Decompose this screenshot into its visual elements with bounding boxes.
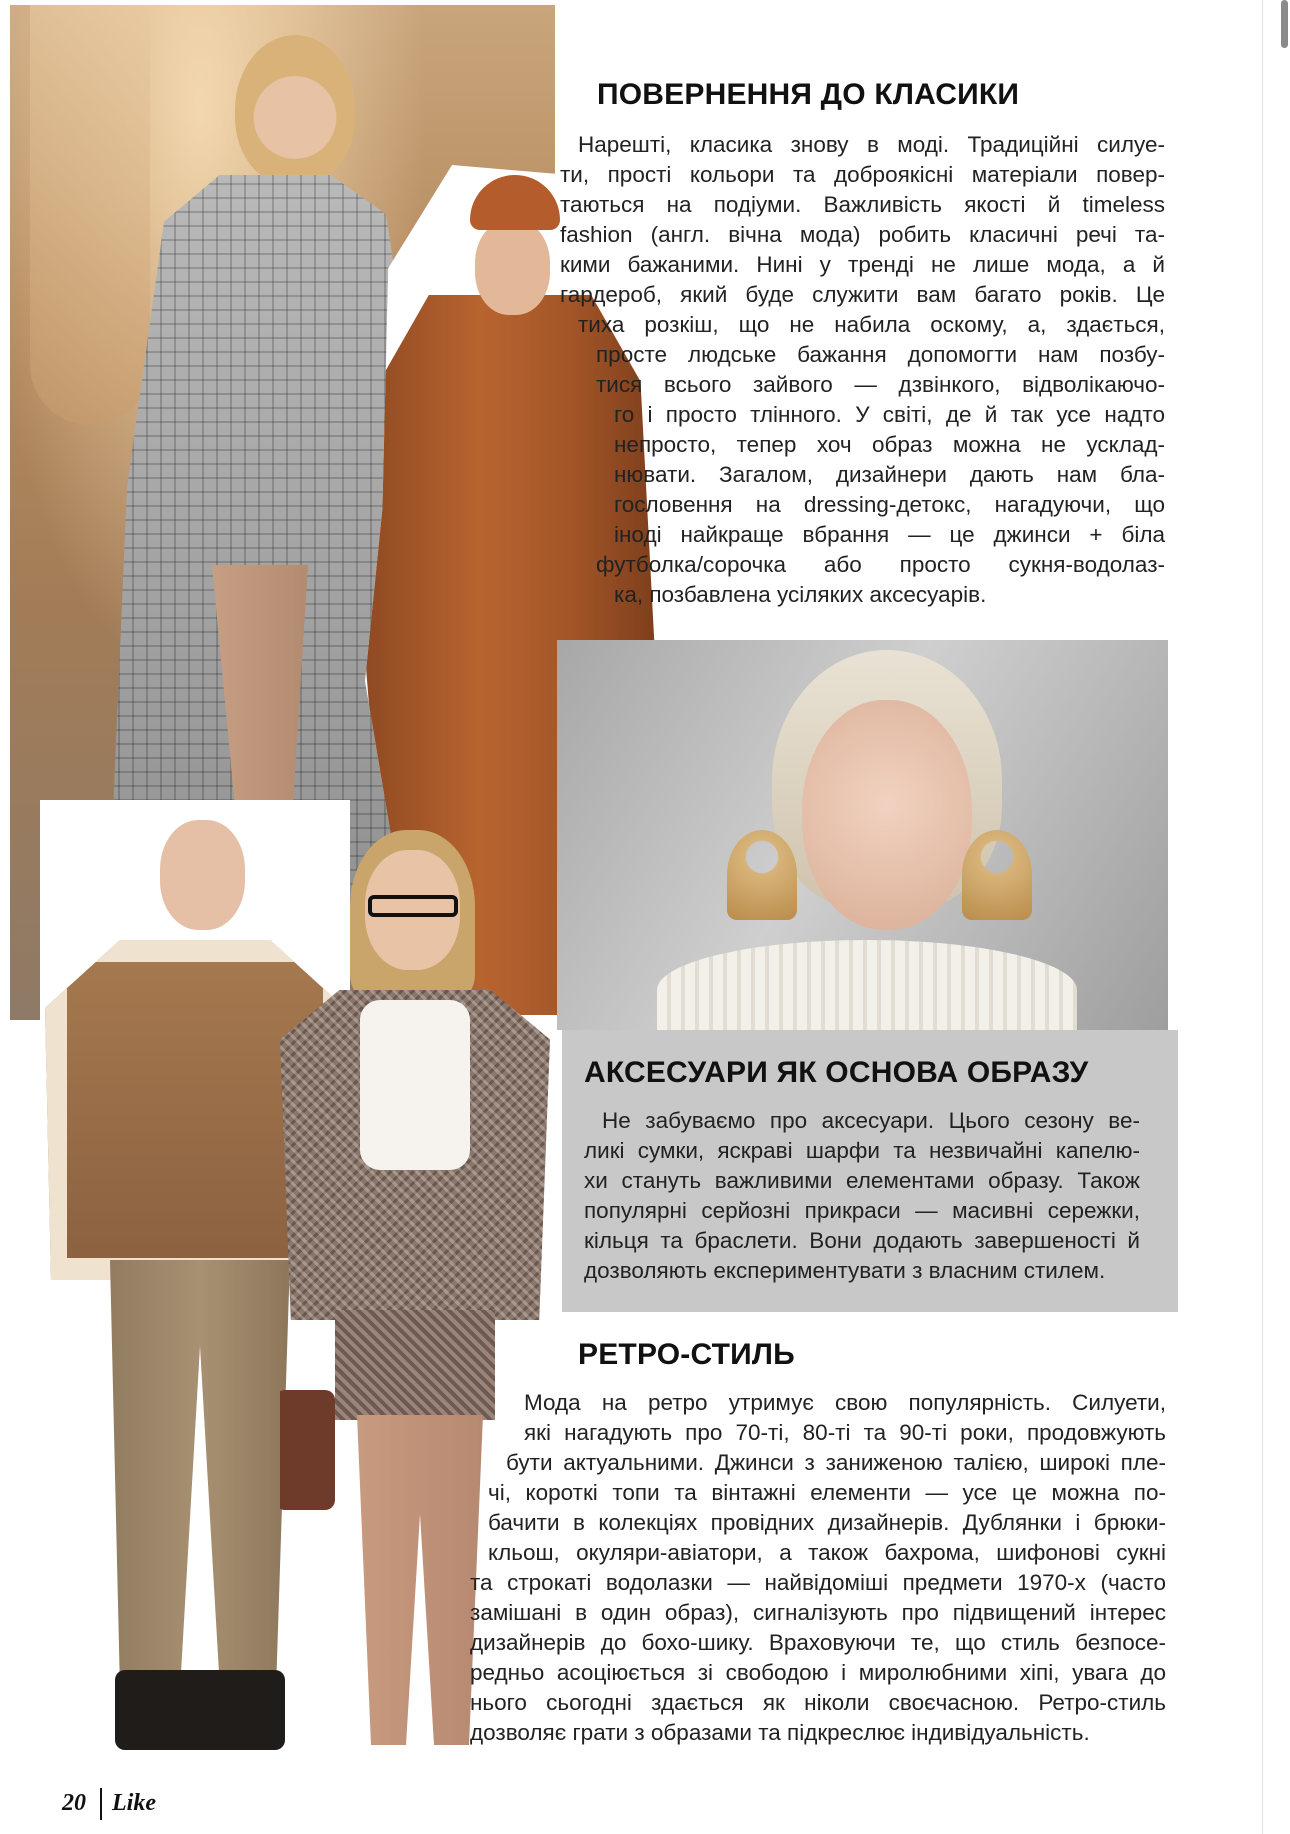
text-line: бути актуальними. Джинси з заниженою талією, широкі пле- — [506, 1450, 1166, 1475]
text-line: хи стануть важливими елементами образу. Також — [584, 1168, 1140, 1193]
text-line: Не забуваємо про аксесуари. Цього сезону ве- — [602, 1108, 1140, 1133]
text-line: бачити в колекціях провідних дизайнерів. Дублянки і брюки- — [488, 1510, 1166, 1535]
photo-model-with-earrings — [557, 640, 1168, 1030]
text-line: тиха розкіш, що не набила оскому, а, здається, — [578, 312, 1165, 337]
brown-handbag — [280, 1390, 335, 1510]
section-text-accessories — [584, 1106, 1140, 1286]
text-line: кльош, окуляри-авіатори, а також бахрома, шифонові сукні — [488, 1540, 1166, 1565]
text-line: таються на подіуми. Важливість якості й timeless — [560, 192, 1165, 217]
text-line: ликі сумки, яскраві шарфи та незвичайні капелю- — [584, 1138, 1140, 1163]
scrollbar-thumb[interactable] — [1281, 0, 1288, 48]
section-text-retro — [470, 1388, 1166, 1748]
text-line: fashion (англ. вічна мода) робить класичні речі та- — [560, 222, 1165, 247]
page-number: 20 — [62, 1790, 86, 1816]
text-line: дозволяє грати з образами та підкреслює індивідуальність. — [470, 1720, 1090, 1745]
text-line: редньо асоціюється зі свободою і миролюбними хіпі, увага до — [470, 1660, 1166, 1685]
section-heading-accessories: АКСЕСУАРИ ЯК ОСНОВА ОБРАЗУ — [584, 1056, 1089, 1089]
section-text-classic — [560, 130, 1165, 610]
text-line: го і просто тлінного. У світі, де й так усе надто — [614, 402, 1165, 427]
text-line: дизайнерів до бохо-шику. Враховуючи те, що стиль безпосе- — [470, 1630, 1166, 1655]
text-line: Мода на ретро утримує свою популярність. Силуети, — [524, 1390, 1166, 1415]
text-line: дозволяють експериментувати з власним стилем. — [584, 1258, 1106, 1283]
magazine-name: Like — [112, 1790, 156, 1816]
page-edge — [1262, 0, 1263, 1834]
text-line: замішані в один образ), сигналізують про підвищений інтерес — [470, 1600, 1166, 1625]
text-line: кільця та браслети. Вони додають завершеності й — [584, 1228, 1140, 1253]
footer-divider — [100, 1788, 102, 1820]
text-line: нювати. Загалом, дизайнери дають нам бла- — [614, 462, 1165, 487]
glasses — [368, 895, 458, 917]
text-line: футболка/сорочка або просто сукня-водолаз- — [596, 552, 1165, 577]
earring-right — [962, 830, 1032, 920]
text-line: ти, прості кольори та доброякісні матеріали повер- — [560, 162, 1165, 187]
text-line: популярні серйозні прикраси — масивні сережки, — [584, 1198, 1140, 1223]
section-heading-classic: ПОВЕРНЕННЯ ДО КЛАСИКИ — [597, 78, 1020, 111]
text-line: чі, короткі топи та вінтажні елементи — усе це можна по- — [488, 1480, 1166, 1505]
scrollbar[interactable] — [1278, 0, 1290, 1834]
text-line: просте людське бажання допомогти нам позбу- — [596, 342, 1165, 367]
text-line: непросто, тепер хоч образ можна не усклад- — [614, 432, 1165, 457]
text-line: гословення на dressing-детокс, нагадуючи, що — [614, 492, 1165, 517]
text-line: та строкаті водолазки — найвідоміші предмети 1970-х (часто — [470, 1570, 1166, 1595]
text-line: гардероб, який буде служити вам багато років. Це — [560, 282, 1165, 307]
text-line: тися всього зайвого — дзвінкого, відволікаючо- — [596, 372, 1165, 397]
text-line: іноді найкраще вбрання — це джинси + біла — [614, 522, 1165, 547]
text-line: які нагадують про 70-ті, 80-ті та 90-ті роки, продовжують — [524, 1420, 1166, 1445]
section-heading-retro: РЕТРО-СТИЛЬ — [578, 1338, 795, 1371]
earring-left — [727, 830, 797, 920]
text-line: Нарешті, класика знову в моді. Традиційні силуе- — [578, 132, 1165, 157]
text-line: кими бажаними. Нині у тренді не лише мода, а й — [560, 252, 1165, 277]
text-line: ка, позбавлена усіляких аксесуарів. — [614, 582, 987, 607]
text-line: нього сьогодні здається як ніколи своєчасною. Ретро-стиль — [470, 1690, 1166, 1715]
